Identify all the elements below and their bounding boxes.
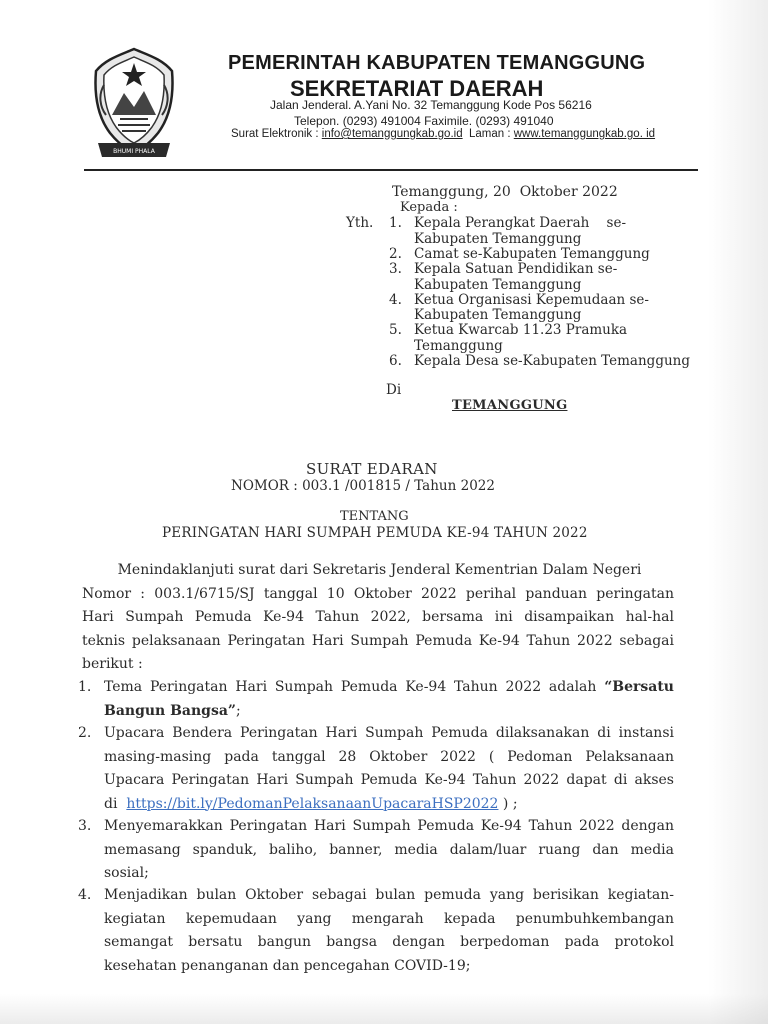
- paragraph-line: berikut :: [82, 656, 143, 672]
- guideline-link[interactable]: https://bit.ly/PedomanPelaksanaanUpacaraHSP2022: [126, 795, 499, 812]
- di-label: Di: [386, 382, 402, 398]
- recipient-item-cont: Kabupaten Temanggung: [414, 231, 582, 247]
- recipient-item: 5. Ketua Kwarcab 11.23 Pramuka: [389, 322, 628, 338]
- intro-paragraph: [82, 559, 674, 677]
- list-item: [78, 815, 674, 886]
- recipient-item-cont: Temanggung: [414, 338, 503, 354]
- list-number: 2.: [78, 725, 92, 741]
- document-subject: PERINGATAN HARI SUMPAH PEMUDA KE-94 TAHUN 2022: [162, 525, 588, 541]
- recipient-item: 2. Camat se-Kabupaten Temanggung: [389, 246, 650, 262]
- logo-motto: BHUMI PHALA: [113, 148, 155, 155]
- paragraph-line: Nomor : 003.1/6715/SJ tanggal 10 Oktober 2022 perihal panduan peringatan: [82, 585, 674, 602]
- email-link[interactable]: info@temanggungkab.go.id: [321, 128, 463, 140]
- yth-label: Yth.: [346, 215, 374, 231]
- paragraph-line: masing-masing pada tanggal 28 Oktober 2022 ( Pedoman Pelaksanaan: [104, 748, 674, 765]
- recipient-item: 3. Kepala Satuan Pendidikan se-: [389, 261, 618, 277]
- letterhead-government-name: PEMERINTAH KABUPATEN TEMANGGUNG: [228, 52, 646, 74]
- list-number: 1.: [78, 679, 92, 695]
- recipient-item: 1. Kepala Perangkat Daerah se-: [389, 215, 627, 231]
- place-date: Temanggung, 20 Oktober 2022: [392, 184, 618, 200]
- list-item: [78, 722, 674, 816]
- letterhead-divider: [84, 169, 698, 171]
- recipient-item: 4. Ketua Organisasi Kepemudaan se-: [389, 292, 649, 308]
- letterhead-contact: [231, 128, 655, 140]
- paragraph-line: Bangun Bangsa”;: [104, 702, 241, 719]
- paragraph-line: Menyemarakkan Peringatan Hari Sumpah Pemuda Ke-94 Tahun 2022 dengan: [104, 818, 674, 834]
- list-number: 4.: [78, 887, 92, 903]
- letterhead-address: Jalan Jenderal. A.Yani No. 32 Temanggung Kode Pos 56216: [270, 98, 592, 112]
- paragraph-line: kesehatan penanganan dan pencegahan COVID-19;: [104, 957, 471, 974]
- paragraph-line: Hari Sumpah Pemuda Ke-94 Tahun 2022, bersama ini disampaikan hal-hal: [82, 609, 674, 625]
- recipient-item: 6. Kepala Desa se-Kabupaten Temanggung: [389, 353, 690, 369]
- kepada-label: Kepada :: [400, 200, 458, 215]
- page-shadow-bottom: [0, 994, 768, 1024]
- list-number: 3.: [78, 818, 92, 834]
- recipient-item-cont: Kabupaten Temanggung: [414, 277, 582, 293]
- recipient-item-cont: Kabupaten Temanggung: [414, 307, 582, 323]
- document-title: SURAT EDARAN: [306, 460, 438, 478]
- destination-city: TEMANGGUNG: [452, 398, 568, 413]
- letterhead-phone: Telepon. (0293) 491004 Faximile. (0293) 491040: [294, 114, 554, 128]
- email-label: Surat Elektronik :: [231, 128, 322, 140]
- page-shadow-right: [708, 0, 768, 1024]
- paragraph-line: kegiatan kepemudaan yang mengarah kepada penumbuhkembangan: [104, 910, 674, 927]
- list-item: [78, 884, 674, 978]
- paragraph-line: teknis pelaksanaan Peringatan Hari Sumpah Pemuda Ke-94 Tahun 2022 sebagai: [82, 632, 674, 649]
- temanggung-coat-of-arms-logo: [90, 45, 178, 163]
- paragraph-line: semangat bersatu bangun bangsa dengan berpedoman pada protokol: [104, 934, 674, 950]
- document-number: NOMOR : 003.1 /001815 / Tahun 2022: [231, 478, 495, 494]
- paragraph-line: Menindaklanjuti surat dari Sekretaris Jenderal Kementrian Dalam Negeri: [82, 562, 642, 578]
- paragraph-line: Menjadikan bulan Oktober sebagai bulan pemuda yang berisikan kegiatan-: [104, 887, 674, 903]
- paragraph-line: sosial;: [104, 865, 149, 881]
- tentang-label: TENTANG: [340, 509, 409, 524]
- paragraph-line: memasang spanduk, baliho, banner, media dalam/luar ruang dan media: [104, 841, 674, 858]
- paragraph-line: Upacara Bendera Peringatan Hari Sumpah Pemuda dilaksanakan di instansi: [104, 725, 674, 741]
- site-label: Laman :: [462, 128, 514, 140]
- paragraph-line: Upacara Peringatan Hari Sumpah Pemuda Ke-94 Tahun 2022 dapat di akses: [104, 772, 674, 788]
- paragraph-line: Tema Peringatan Hari Sumpah Pemuda Ke-94 Tahun 2022 adalah “Bersatu: [104, 679, 674, 695]
- website-link[interactable]: www.temanggungkab.go. id: [513, 128, 656, 140]
- list-item: [78, 676, 674, 723]
- letterhead-office-name: SEKRETARIAT DAERAH: [290, 76, 544, 101]
- paragraph-line: di https://bit.ly/PedomanPelaksanaanUpacaraHSP2022 ) ;: [104, 795, 518, 812]
